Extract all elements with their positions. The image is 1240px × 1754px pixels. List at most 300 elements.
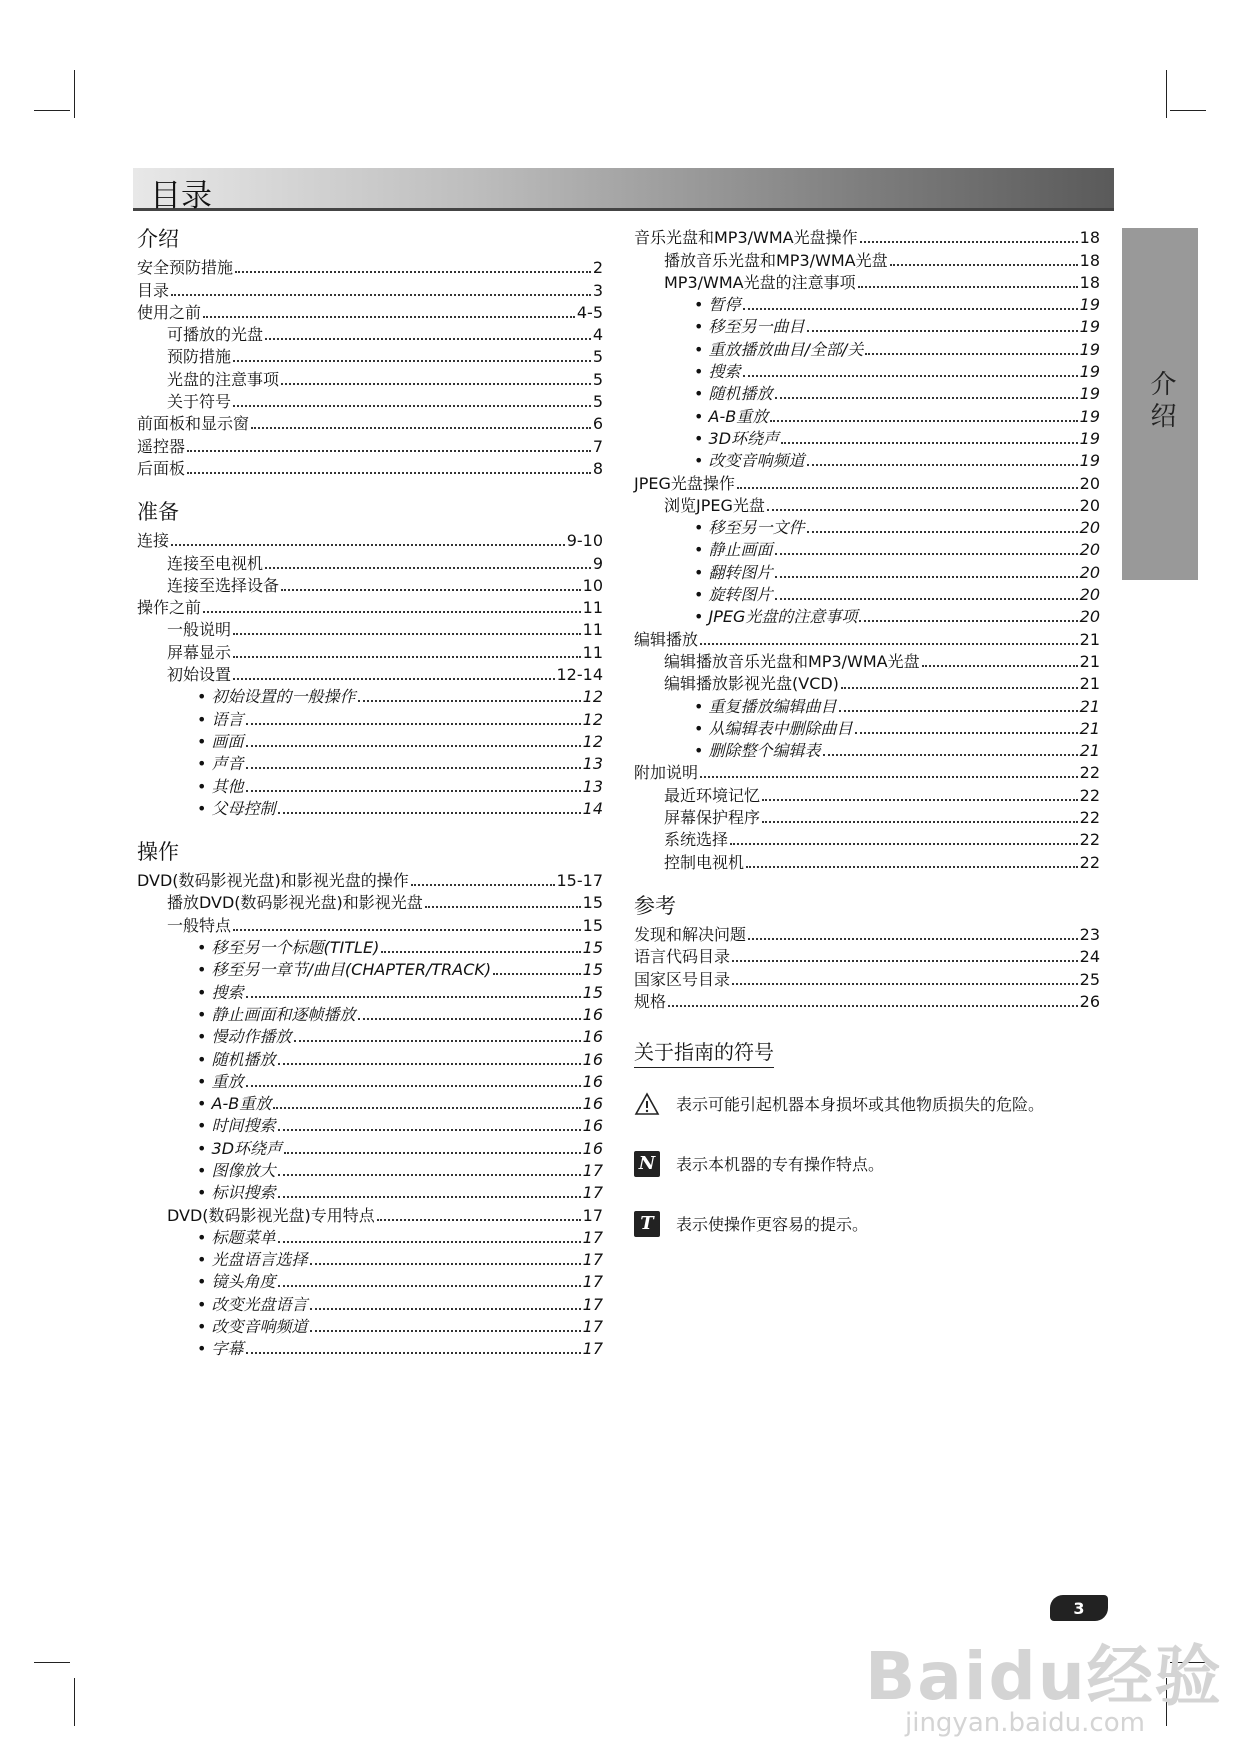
toc-entry-page: 20 — [1079, 518, 1100, 538]
warning-triangle-icon — [634, 1091, 660, 1117]
toc-entry[interactable] — [137, 434, 603, 456]
toc-entry-page: 19 — [1079, 317, 1100, 337]
leader-dots — [859, 620, 1077, 622]
toc-entry-label: 连接 — [137, 531, 170, 551]
toc-entry[interactable] — [137, 958, 603, 980]
leader-dots — [743, 375, 1078, 377]
toc-entry-page: 15-17 — [556, 871, 603, 891]
toc-entry[interactable] — [137, 529, 603, 551]
toc-entry[interactable] — [634, 828, 1100, 850]
leader-dots — [732, 983, 1078, 985]
leader-dots — [273, 1107, 580, 1109]
toc-entry[interactable] — [634, 694, 1100, 716]
toc-entry-label: 播放DVD(数码影视光盘)和影视光盘 — [167, 893, 423, 913]
toc-entry-label: 一般说明 — [167, 620, 232, 640]
toc-entry[interactable] — [634, 583, 1100, 605]
toc-entry[interactable] — [137, 457, 603, 479]
toc-entry-label: • 搜索 — [694, 362, 741, 382]
leader-dots — [775, 397, 1078, 399]
section-gap — [634, 873, 1100, 893]
toc-entry-label: 屏幕显示 — [167, 642, 232, 662]
toc-entry-page: 11 — [582, 642, 603, 662]
toc-entry-label: 规格 — [634, 991, 667, 1011]
toc-entry[interactable] — [634, 315, 1100, 337]
leader-dots — [265, 338, 591, 340]
toc-entry-label: • 重复播放编辑曲目 — [694, 697, 837, 717]
leader-dots — [265, 567, 591, 569]
leader-dots — [668, 1005, 1078, 1007]
toc-entry[interactable] — [137, 1070, 603, 1092]
toc-entry-label: 语言代码目录 — [634, 947, 731, 967]
toc-entry-page: 8 — [592, 458, 603, 478]
leader-dots — [310, 1308, 581, 1310]
toc-entry-page: 21 — [1079, 741, 1100, 761]
leader-dots — [890, 264, 1078, 266]
leader-dots — [284, 1152, 581, 1154]
toc-entry-label: • 静止画面和逐帧播放 — [197, 1005, 356, 1025]
crop-mark — [1166, 70, 1167, 118]
toc-entry-page: 21 — [1079, 651, 1100, 671]
leader-dots — [310, 1263, 581, 1265]
toc-entry[interactable] — [634, 449, 1100, 471]
leader-dots — [700, 776, 1078, 778]
toc-entry-label: JPEG光盘操作 — [634, 473, 735, 493]
toc-entry[interactable] — [137, 936, 603, 958]
leader-dots — [743, 308, 1078, 310]
toc-entry-page: 11 — [582, 598, 603, 618]
leader-dots — [781, 442, 1078, 444]
leader-dots — [171, 294, 591, 296]
toc-entry-label: • 翻转图片 — [694, 563, 773, 583]
leader-dots — [233, 405, 591, 407]
toc-entry-label: • 字幕 — [197, 1339, 244, 1359]
toc-entry[interactable] — [137, 730, 603, 752]
crop-mark — [74, 70, 75, 118]
side-tab-label: 介绍 — [1146, 370, 1176, 434]
toc-entry-label: 使用之前 — [137, 302, 202, 322]
toc-entry-page: 20 — [1079, 562, 1100, 582]
toc-entry-page: 22 — [1079, 830, 1100, 850]
page-title: 目录 — [150, 178, 212, 214]
toc-entry[interactable] — [137, 707, 603, 729]
toc-entry-label: • 移至另一文件 — [694, 518, 805, 538]
page-number-badge — [1050, 1595, 1108, 1621]
toc-entry[interactable] — [137, 913, 603, 935]
toc-entry[interactable] — [634, 337, 1100, 359]
leader-dots — [775, 598, 1078, 600]
section-gap — [634, 1012, 1100, 1032]
toc-entry-page: 6 — [592, 414, 603, 434]
toc-right-column — [634, 226, 1100, 1266]
toc-entry[interactable] — [137, 752, 603, 774]
toc-entry[interactable] — [137, 551, 603, 573]
symbol-description: 表示可能引起机器本身损坏或其他物质损失的危险。 — [676, 1095, 1045, 1115]
toc-entry[interactable] — [137, 323, 603, 345]
leader-dots — [858, 286, 1078, 288]
toc-entry-label: 发现和解决问题 — [634, 924, 747, 944]
toc-entry[interactable] — [634, 650, 1100, 672]
toc-entry[interactable] — [137, 1270, 603, 1292]
toc-entry[interactable] — [137, 774, 603, 796]
toc-entry[interactable] — [634, 945, 1100, 967]
toc-entry-label: • 静止画面 — [694, 540, 773, 560]
toc-entry[interactable] — [137, 574, 603, 596]
section-gap — [137, 819, 603, 839]
toc-entry[interactable] — [137, 1003, 603, 1025]
toc-entry[interactable] — [137, 412, 603, 434]
toc-entry-page: 19 — [1079, 384, 1100, 404]
toc-entry[interactable] — [634, 248, 1100, 270]
toc-entry-page: 9-10 — [566, 531, 603, 551]
toc-entry[interactable] — [137, 640, 603, 662]
toc-entry[interactable] — [137, 1025, 603, 1047]
symbol-row — [634, 1086, 1100, 1122]
leader-dots — [358, 1018, 581, 1020]
toc-entry[interactable] — [634, 806, 1100, 828]
leader-dots — [187, 472, 591, 474]
toc-entry[interactable] — [634, 967, 1100, 989]
toc-entry[interactable] — [137, 1226, 603, 1248]
leader-dots — [246, 745, 581, 747]
toc-entry[interactable] — [634, 783, 1100, 805]
toc-entry-label: 屏幕保护程序 — [664, 808, 761, 828]
toc-entry-page: 12 — [582, 731, 603, 751]
toc-entry-label: 控制电视机 — [664, 852, 745, 872]
symbol-row — [634, 1146, 1100, 1182]
toc-entry[interactable] — [634, 471, 1100, 493]
section-title: 操作 — [137, 839, 179, 864]
toc-entry[interactable] — [634, 538, 1100, 560]
toc-entry-label: 音乐光盘和MP3/WMA光盘操作 — [634, 228, 858, 248]
toc-entry-page: 22 — [1079, 852, 1100, 872]
leader-dots — [281, 589, 581, 591]
leader-dots — [775, 576, 1078, 578]
toc-entry-label: DVD(数码影视光盘)和影视光盘的操作 — [137, 871, 409, 891]
section-gap — [137, 479, 603, 499]
toc-entry-page: 5 — [592, 347, 603, 367]
toc-entry-label: 最近环境记忆 — [664, 785, 761, 805]
toc-entry[interactable] — [137, 980, 603, 1002]
toc-entry-label: • 时间搜索 — [197, 1116, 276, 1136]
toc-entry[interactable] — [137, 1159, 603, 1181]
watermark-logo: Baidu经验 — [865, 1638, 1223, 1715]
toc-entry[interactable] — [137, 278, 603, 300]
toc-entry-page: 15 — [582, 915, 603, 935]
toc-entry-page: 4 — [592, 325, 603, 345]
toc-entry-label: • 画面 — [197, 732, 244, 752]
leader-dots — [281, 383, 591, 385]
toc-entry[interactable] — [634, 923, 1100, 945]
toc-entry-label: • 声音 — [197, 754, 244, 774]
toc-entry-page: 15 — [582, 960, 603, 980]
toc-entry-label: 关于符号 — [167, 392, 232, 412]
leader-dots — [278, 1174, 581, 1176]
toc-entry-label: 连接至选择设备 — [167, 575, 280, 595]
leader-dots — [187, 450, 591, 452]
toc-entry-label: • 随机播放 — [694, 384, 773, 404]
leader-dots — [233, 678, 554, 680]
leader-dots — [246, 1352, 581, 1354]
page-number: 3 — [1073, 1598, 1085, 1618]
toc-entry[interactable] — [137, 797, 603, 819]
leader-dots — [246, 723, 581, 725]
header-bar — [133, 168, 1114, 211]
toc-entry-page: 16 — [582, 1071, 603, 1091]
toc-entry[interactable] — [634, 293, 1100, 315]
toc-entry[interactable] — [634, 850, 1100, 872]
toc-entry-label: MP3/WMA光盘的注意事项 — [664, 272, 856, 292]
leader-dots — [807, 464, 1078, 466]
leader-dots — [294, 1040, 581, 1042]
crop-mark — [34, 110, 70, 111]
toc-entry[interactable] — [634, 404, 1100, 426]
toc-entry[interactable] — [634, 605, 1100, 627]
toc-entry-page: 20 — [1079, 473, 1100, 493]
toc-left-column — [137, 226, 603, 1359]
leader-dots — [278, 1063, 581, 1065]
toc-entry-page: 2 — [592, 258, 603, 278]
toc-entry-page: 15 — [582, 982, 603, 1002]
leader-dots — [310, 1330, 581, 1332]
toc-entry-page: 20 — [1079, 495, 1100, 515]
toc-entry[interactable] — [137, 367, 603, 389]
toc-entry-label: • 删除整个编辑表 — [694, 741, 821, 761]
toc-entry-label: 播放音乐光盘和MP3/WMA光盘 — [664, 250, 888, 270]
toc-entry-page: 16 — [582, 1004, 603, 1024]
toc-entry-page: 18 — [1079, 228, 1100, 248]
toc-entry-page: 19 — [1079, 362, 1100, 382]
toc-entry-page: 9 — [592, 553, 603, 573]
toc-entry-label: 安全预防措施 — [137, 258, 234, 278]
toc-entry-label: 连接至电视机 — [167, 553, 264, 573]
toc-entry[interactable] — [634, 494, 1100, 516]
leader-dots — [823, 754, 1078, 756]
toc-entry-page: 19 — [1079, 406, 1100, 426]
toc-entry-page: 17 — [582, 1160, 603, 1180]
section-title: 参考 — [634, 893, 676, 918]
leader-dots — [807, 531, 1078, 533]
toc-entry-label: • 父母控制 — [197, 799, 276, 819]
leader-dots — [767, 509, 1078, 511]
toc-entry-label: • 移至另一个标题(TITLE) — [197, 938, 379, 958]
toc-entry[interactable] — [137, 596, 603, 618]
toc-entry-page: 17 — [582, 1339, 603, 1359]
leader-dots — [922, 665, 1078, 667]
section-title: 介绍 — [137, 227, 179, 251]
toc-entry[interactable] — [634, 672, 1100, 694]
toc-entry[interactable] — [137, 891, 603, 913]
toc-entry[interactable] — [137, 390, 603, 412]
watermark-url: jingyan.baidu.com — [905, 1708, 1145, 1738]
leader-dots — [730, 843, 1078, 845]
toc-entry-page: 25 — [1079, 969, 1100, 989]
toc-entry-page: 24 — [1079, 947, 1100, 967]
leader-dots — [278, 1129, 581, 1131]
toc-entry-label: • 镜头角度 — [197, 1272, 276, 1292]
section-title: 准备 — [137, 499, 179, 524]
leader-dots — [358, 700, 581, 702]
toc-entry-page: 21 — [1079, 696, 1100, 716]
toc-entry[interactable] — [137, 1203, 603, 1225]
toc-entry[interactable] — [634, 271, 1100, 293]
toc-entry[interactable] — [634, 360, 1100, 382]
toc-entry[interactable] — [634, 382, 1100, 404]
toc-entry[interactable] — [137, 1047, 603, 1069]
leader-dots — [860, 241, 1078, 243]
leader-dots — [251, 427, 591, 429]
toc-entry-label: • 标题菜单 — [197, 1228, 276, 1248]
leader-dots — [171, 544, 565, 546]
leader-dots — [425, 906, 581, 908]
toc-entry[interactable] — [137, 301, 603, 323]
toc-entry[interactable] — [137, 1114, 603, 1136]
leader-dots — [841, 687, 1078, 689]
toc-entry-page: 14 — [582, 798, 603, 818]
toc-entry-label: 编辑播放音乐光盘和MP3/WMA光盘 — [664, 651, 920, 671]
leader-dots — [737, 487, 1078, 489]
leader-dots — [762, 821, 1078, 823]
leader-dots — [762, 799, 1078, 801]
toc-entry[interactable] — [634, 427, 1100, 449]
toc-entry-label: 系统选择 — [664, 830, 729, 850]
toc-entry[interactable] — [634, 739, 1100, 761]
toc-entry-page: 15 — [582, 893, 603, 913]
toc-entry-label: 初始设置 — [167, 665, 232, 685]
toc-entry-page: 17 — [582, 1250, 603, 1270]
toc-entry-page: 16 — [582, 1138, 603, 1158]
symbol-row — [634, 1206, 1100, 1242]
toc-entry-label: • 改变音响频道 — [197, 1317, 308, 1337]
toc-entry-label: • 重放播放曲目/全部/关 — [694, 340, 863, 360]
toc-entry[interactable] — [137, 1315, 603, 1337]
leader-dots — [770, 420, 1077, 422]
toc-entry-label: • 从编辑表中删除曲目 — [694, 719, 853, 739]
toc-entry-label: • 3D环绕声 — [197, 1139, 282, 1159]
toc-entry-page: 22 — [1079, 785, 1100, 805]
toc-entry-page: 13 — [582, 776, 603, 796]
toc-entry[interactable] — [634, 516, 1100, 538]
toc-entry-page: 21 — [1079, 718, 1100, 738]
toc-entry-page: 17 — [582, 1183, 603, 1203]
toc-entry-label: 后面板 — [137, 458, 186, 478]
leader-dots — [700, 643, 1078, 645]
toc-entry-label: • 旋转图片 — [694, 585, 773, 605]
toc-entry-page: 19 — [1079, 339, 1100, 359]
toc-entry[interactable] — [137, 1248, 603, 1270]
note-n-icon: N — [634, 1151, 660, 1177]
toc-entry[interactable] — [137, 1181, 603, 1203]
toc-entry-page: 20 — [1079, 540, 1100, 560]
toc-entry-label: • A-B重放 — [694, 407, 768, 427]
toc-entry[interactable] — [137, 1292, 603, 1314]
toc-entry-label: 浏览JPEG光盘 — [664, 495, 765, 515]
leader-dots — [493, 973, 581, 975]
toc-entry-page: 21 — [1079, 629, 1100, 649]
tip-t-icon: T — [634, 1211, 660, 1237]
toc-entry-label: 国家区号目录 — [634, 969, 731, 989]
toc-entry[interactable] — [137, 1092, 603, 1114]
toc-entry[interactable] — [634, 761, 1100, 783]
toc-entry-page: 5 — [592, 369, 603, 389]
toc-entry[interactable] — [634, 717, 1100, 739]
leader-dots — [278, 1196, 581, 1198]
leader-dots — [278, 1285, 581, 1287]
leader-dots — [411, 884, 555, 886]
leader-dots — [732, 960, 1078, 962]
leader-dots — [246, 767, 581, 769]
toc-entry-page: 17 — [582, 1205, 603, 1225]
leader-dots — [233, 633, 581, 635]
toc-entry-label: • 移至另一章节/曲目(CHAPTER/TRACK) — [197, 960, 491, 980]
leader-dots — [807, 330, 1078, 332]
toc-entry-label: • 搜索 — [197, 983, 244, 1003]
toc-entry[interactable] — [137, 1136, 603, 1158]
toc-entry[interactable] — [137, 869, 603, 891]
toc-entry-page: 23 — [1079, 924, 1100, 944]
toc-entry-label: • 重放 — [197, 1072, 244, 1092]
toc-entry-label: 预防措施 — [167, 347, 232, 367]
toc-entry[interactable] — [634, 560, 1100, 582]
toc-entry-page: 10 — [582, 575, 603, 595]
toc-entry[interactable] — [137, 685, 603, 707]
leader-dots — [748, 938, 1078, 940]
toc-entry-page: 12-14 — [556, 665, 603, 685]
toc-entry[interactable] — [634, 627, 1100, 649]
toc-entry-page: 19 — [1079, 295, 1100, 315]
leader-dots — [246, 790, 581, 792]
toc-entry-label: • 慢动作播放 — [197, 1027, 292, 1047]
crop-mark — [74, 1678, 75, 1726]
toc-entry[interactable] — [137, 618, 603, 640]
toc-entry[interactable] — [634, 990, 1100, 1012]
leader-dots — [381, 951, 580, 953]
toc-entry[interactable] — [137, 663, 603, 685]
leader-dots — [377, 1219, 581, 1221]
leader-dots — [233, 360, 591, 362]
toc-entry-page: 16 — [582, 1116, 603, 1136]
toc-entry[interactable] — [137, 256, 603, 278]
leader-dots — [203, 611, 581, 613]
leader-dots — [865, 353, 1077, 355]
toc-entry-label: • JPEG光盘的注意事项 — [694, 607, 857, 627]
toc-entry-label: • 移至另一曲目 — [694, 317, 805, 337]
leader-dots — [233, 656, 581, 658]
toc-entry[interactable] — [137, 1337, 603, 1359]
toc-entry-page: 16 — [582, 1027, 603, 1047]
toc-entry-page: 18 — [1079, 272, 1100, 292]
toc-entry-label: 可播放的光盘 — [167, 325, 264, 345]
toc-entry-label: 前面板和显示窗 — [137, 414, 250, 434]
toc-entry-label: • 语言 — [197, 710, 244, 730]
toc-entry-page: 22 — [1079, 808, 1100, 828]
toc-entry-label: • 标识搜索 — [197, 1183, 276, 1203]
toc-entry[interactable] — [634, 226, 1100, 248]
leader-dots — [775, 553, 1078, 555]
leader-dots — [246, 1085, 581, 1087]
toc-entry[interactable] — [137, 345, 603, 367]
toc-entry-label: 编辑播放 — [634, 629, 699, 649]
toc-entry-label: • 3D环绕声 — [694, 429, 779, 449]
toc-entry-label: 一般特点 — [167, 915, 232, 935]
toc-entry-page: 12 — [582, 709, 603, 729]
toc-entry-page: 17 — [582, 1317, 603, 1337]
toc-entry-page: 19 — [1079, 451, 1100, 471]
toc-entry-label: 操作之前 — [137, 598, 202, 618]
toc-entry-page: 22 — [1079, 763, 1100, 783]
toc-entry-page: 17 — [582, 1272, 603, 1292]
toc-entry-page: 18 — [1079, 250, 1100, 270]
leader-dots — [233, 929, 581, 931]
